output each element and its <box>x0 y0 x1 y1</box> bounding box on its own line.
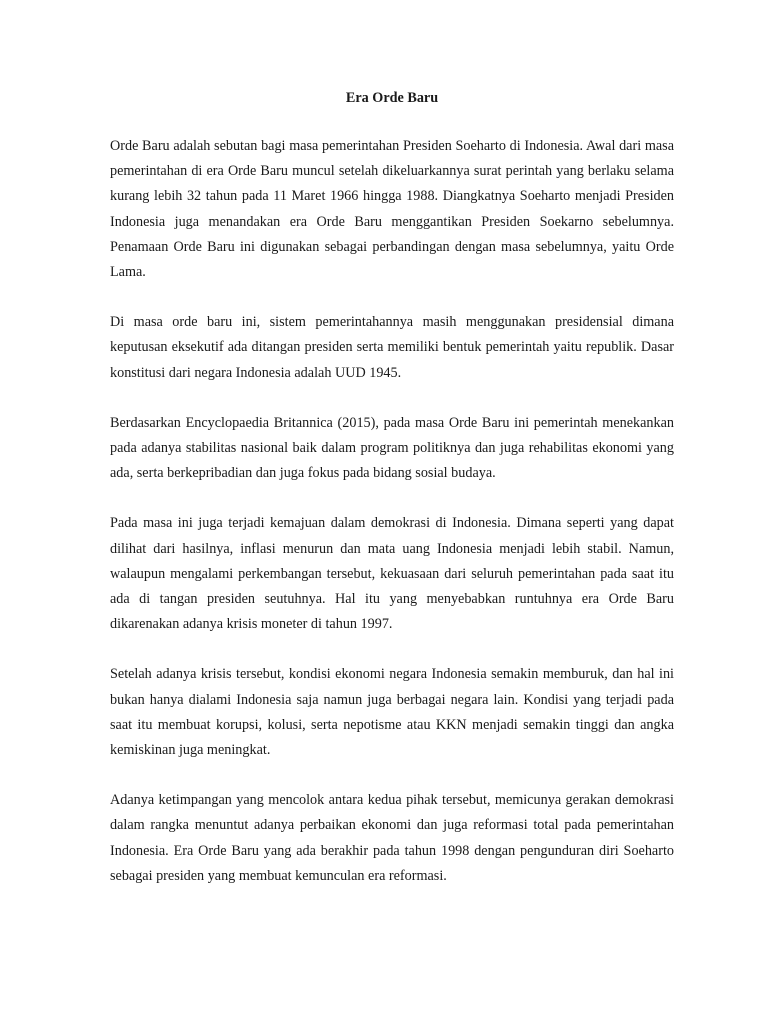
paragraph-3: Berdasarkan Encyclopaedia Britannica (2015), pada masa Orde Baru ini pemerintah menekankan pada adanya stabilitas nasional baik dalam program politiknya dan juga rehabilitas ekonomi yang ada, serta berkepribadian dan juga fokus pada bidang sosial budaya. <box>110 414 674 482</box>
paragraph-2: Di masa orde baru ini, sistem pemerintahannya masih menggunakan presidensial dimana keputusan eksekutif ada ditangan presiden serta memiliki bentuk pemerintah yaitu republik. Dasar konstitusi dari negara Indonesia adalah UUD 1945. <box>110 314 674 381</box>
paragraph-1: Orde Baru adalah sebutan bagi masa pemerintahan Presiden Soeharto di Indonesia. Awal dari masa pemerintahan di era Orde Baru muncul setelah dikeluarkannya surat perintah yang berlaku selama kurang lebih 32 tahun pada 11 Maret 1966 hingga 1988. Diangkatnya Soeharto menjadi Presiden Indonesia juga menandakan era Orde Baru menggantikan Presiden Soekarno sebelumnya. Penamaan Orde Baru ini digunakan sebagai perbandingan dengan masa sebelumnya, yaitu Orde Lama. <box>110 138 674 281</box>
paragraph-6: Adanya ketimpangan yang mencolok antara kedua pihak tersebut, memicunya gerakan demokrasi dalam rangka menuntut adanya perbaikan ekonomi dan juga reformasi total pada pemerintahan Indonesia. Era Orde Baru yang ada berakhir pada tahun 1998 dengan pengunduran diri Soeharto sebagai presiden yang membuat kemunculan era reformasi. <box>110 792 674 884</box>
document-body <box>110 86 674 914</box>
paragraph-5: Setelah adanya krisis tersebut, kondisi ekonomi negara Indonesia semakin memburuk, dan hal ini bukan hanya dialami Indonesia saja namun juga berbagai negara lain. Kondisi yang terjadi pada saat itu membuat korupsi, kolusi, serta nepotisme atau KKN menjadi semakin tinggi dan angka kemiskinan juga meningkat. <box>110 666 674 759</box>
paragraph-4: Pada masa ini juga terjadi kemajuan dalam demokrasi di Indonesia. Dimana seperti yang dapat dilihat dari hasilnya, inflasi menurun dan mata uang Indonesia menjadi lebih stabil. Namun, walaupun mengalami perkembangan tersebut, kekuasaan dari seluruh pemerintahan pada saat itu ada di tangan presiden seutuhnya. Hal itu yang menyebabkan runtuhnya era Orde Baru dikarenakan adanya krisis moneter di tahun 1997. <box>110 515 674 633</box>
document-title: Era Orde Baru <box>345 90 439 106</box>
